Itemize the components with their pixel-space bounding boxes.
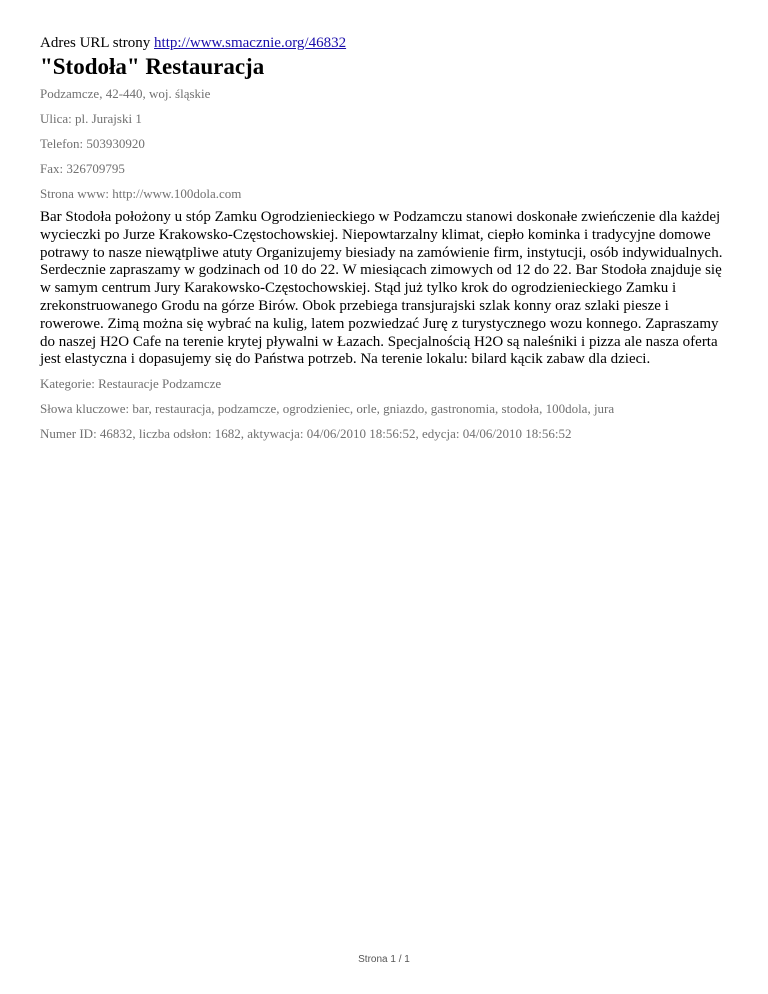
page-title: "Stodoła" Restauracja	[40, 54, 265, 79]
street-text: Ulica: pl. Jurajski 1	[40, 111, 142, 126]
location-text: Podzamcze, 42-440, woj. śląskie	[40, 86, 211, 101]
url-line	[40, 34, 730, 52]
page-number: Strona 1 / 1	[358, 954, 410, 965]
url-label: Adres URL strony	[40, 35, 151, 51]
description-text: Bar Stodoła położony u stóp Zamku Ogrodzienieckiego w Podzamczu stanowi doskonałe zwieńczenie dla każdej wycieczki po Jurze Krakowsko-Częstochowskiej. Niepowtarzalny klimat, ciepło kominka i tradycyjne domowe potrawy to nasze niewątpliwe atuty Organizujemy biesiady na zamówienie firm, instytucji, osób indywidualnych. Serdecznie zapraszamy w godzinach od 10 do 22. W miesiącach zimowych od 12 do 22. Bar Stodoła znajduje się w samym centrum Jury Karakowsko-Częstochowskiej. Stąd już tylko krok do ogrodzienieckiego Zamku i zrekonstruowanego Grodu na górze Birów. Obok przebiega transjurajski szlak konny oraz szlaki piesze i rowerowe. Zimą można się wybrać na kulig, latem pozwiedzać Jurę z turystycznego wozu konnego. Zapraszamy do naszej H2O Cafe na terenie krytej pływalni w Łazach. Specjalnością H2O są naleśniki i pizza ale nasza oferta jest elastyczna i dopasujemy się do Państwa potrzeb. Na terenie lokalu: bilard kącik zabaw dla dzieci.	[40, 209, 723, 368]
categories-text: Kategorie: Restauracje Podzamcze	[40, 376, 222, 392]
listing-page	[40, 34, 730, 451]
fax-text: Fax: 326709795	[40, 161, 125, 176]
record-info-text: Numer ID: 46832, liczba odsłon: 1682, aktywacja: 04/06/2010 18:56:52, edycja: 04/06/2010 18:56:52	[40, 426, 572, 442]
website-text: Strona www: http://www.100dola.com	[40, 186, 242, 201]
phone-text: Telefon: 503930920	[40, 136, 145, 151]
page-url-link[interactable]: http://www.smacznie.org/46832	[154, 35, 347, 51]
keywords-text: Słowa kluczowe: bar, restauracja, podzamcze, ogrodzieniec, orle, gniazdo, gastronomia, stodoła, 100dola, jura	[40, 401, 615, 417]
